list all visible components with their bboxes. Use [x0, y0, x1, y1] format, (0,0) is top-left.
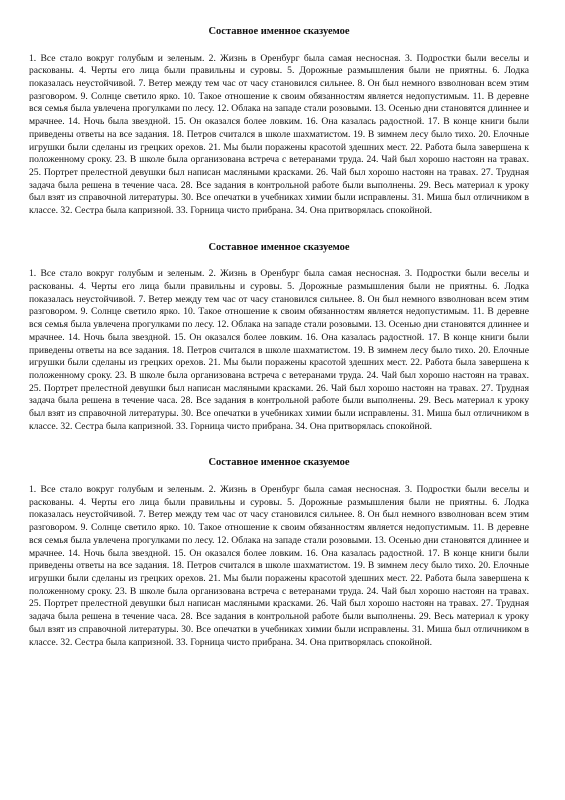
exercise-title: Составное именное сказуемое [208, 26, 350, 37]
exercise-title: Составное именное сказуемое [208, 241, 350, 253]
exercise-block-3 [29, 457, 529, 649]
exercise-text: 1. Все стало вокруг голубым и зеленым. 2. Жизнь в Оренбург была самая несносная. 3. Подростки были веселы и раскованы. 4. Черты его лица были правильны и суровы. 5. Дорожные размышления были не приятны. 6. Лодка показалась неустойчивой. 7. Ветер между тем час от часу становился сильнее. 8. Он был немного взволнован всем этим разговором. 9. Солнце светило ярко. 10. Такое отношение к своим обязанностям является недопустимым. 11. В деревне вся семья была увлечена прогулками по лесу. 12. Облака на западе стали розовыми. 13. Осенью дни становятся длиннее и мрачнее. 14. Ночь была звездной. 15. Он оказался более ловким. 16. Она казалась радостной. 17. В конце книги были приведены ответы на все задания. 18. Петров считался в школе шахматистом. 19. В зимнем лесу было тихо. 20. Елочные игрушки были сделаны из грецких орехов. 21. Мы были поражены красотой здешних мест. 22. Работа была завершена к положенному сроку. 23. В школе была организована встреча с ветеранами труда. 24. Чай был хорошо настоян на травах. 25. Портрет прелестной девушки был написан масляными красками. 26. Чай был хорошо настоян на травах. 27. Трудная задача была решена в течение часа. 28. Все задания в контрольной работе были выполнены. 29. Весь материал к уроку был взят из справочной литературы. 30. Все опечатки в учебниках химии были исправлены. 31. Миша был отличником в классе. 32. Сестра была капризной. 33. Горница чисто прибрана. 34. Она притворялась спокойной. [29, 52, 529, 217]
exercise-text: 1. Все стало вокруг голубым и зеленым. 2. Жизнь в Оренбург была самая несносная. 3. Подростки были веселы и раскованы. 4. Черты его лица были правильны и суровы. 5. Дорожные размышления были не приятны. 6. Лодка показалась неустойчивой. 7. Ветер между тем час от часу становился сильнее. 8. Он был немного взволнован всем этим разговором. 9. Солнце светило ярко. 10. Такое отношение к своим обязанностям является недопустимым. 11. В деревне вся семья была увлечена прогулками по лесу. 12. Облака на западе стали розовыми. 13. Осенью дни становятся длиннее и мрачнее. 14. Ночь была звездной. 15. Он оказался более ловким. 16. Она казалась радостной. 17. В конце книги были приведены ответы на все задания. 18. Петров считался в школе шахматистом. 19. В зимнем лесу было тихо. 20. Елочные игрушки были сделаны из грецких орехов. 21. Мы были поражены красотой здешних мест. 22. Работа была завершена к положенному сроку. 23. В школе была организована встреча с ветеранами труда. 24. Чай был хорошо настоян на травах. 25. Портрет прелестной девушки был написан масляными красками. 26. Чай был хорошо настоян на травах. 27. Трудная задача была решена в течение часа. 28. Все задания в контрольной работе были выполнены. 29. Весь материал к уроку был взят из справочной литературы. 30. Все опечатки в учебниках химии были исправлены. 31. Миша был отличником в классе. 32. Сестра была капризной. 33. Горница чисто прибрана. 34. Она притворялась спокойной. [29, 484, 529, 648]
exercise-block-2 [29, 242, 529, 434]
exercise-block-1 [29, 26, 529, 218]
exercise-title: Составное именное сказуемое [208, 457, 350, 469]
exercise-text: 1. Все стало вокруг голубым и зеленым. 2. Жизнь в Оренбург была самая несносная. 3. Подростки были веселы и раскованы. 4. Черты его лица были правильны и суровы. 5. Дорожные размышления были не приятны. 6. Лодка показалась неустойчивой. 7. Ветер между тем час от часу становился сильнее. 8. Он был немного взволнован всем этим разговором. 9. Солнце светило ярко. 10. Такое отношение к своим обязанностям является недопустимым. 11. В деревне вся семья была увлечена прогулками по лесу. 12. Облака на западе стали розовыми. 13. Осенью дни становятся длиннее и мрачнее. 14. Ночь была звездной. 15. Он оказался более ловким. 16. Она казалась радостной. 17. В конце книги были приведены ответы на все задания. 18. Петров считался в школе шахматистом. 19. В зимнем лесу было тихо. 20. Елочные игрушки были сделаны из грецких орехов. 21. Мы были поражены красотой здешних мест. 22. Работа была завершена к положенному сроку. 23. В школе была организована встреча с ветеранами труда. 24. Чай был хорошо настоян на травах. 25. Портрет прелестной девушки был написан масляными красками. 26. Чай был хорошо настоян на травах. 27. Трудная задача была решена в течение часа. 28. Все задания в контрольной работе были выполнены. 29. Весь материал к уроку был взят из справочной литературы. 30. Все опечатки в учебниках химии были исправлены. 31. Миша был отличником в классе. 32. Сестра была капризной. 33. Горница чисто прибрана. 34. Она притворялась спокойной. [29, 268, 529, 432]
